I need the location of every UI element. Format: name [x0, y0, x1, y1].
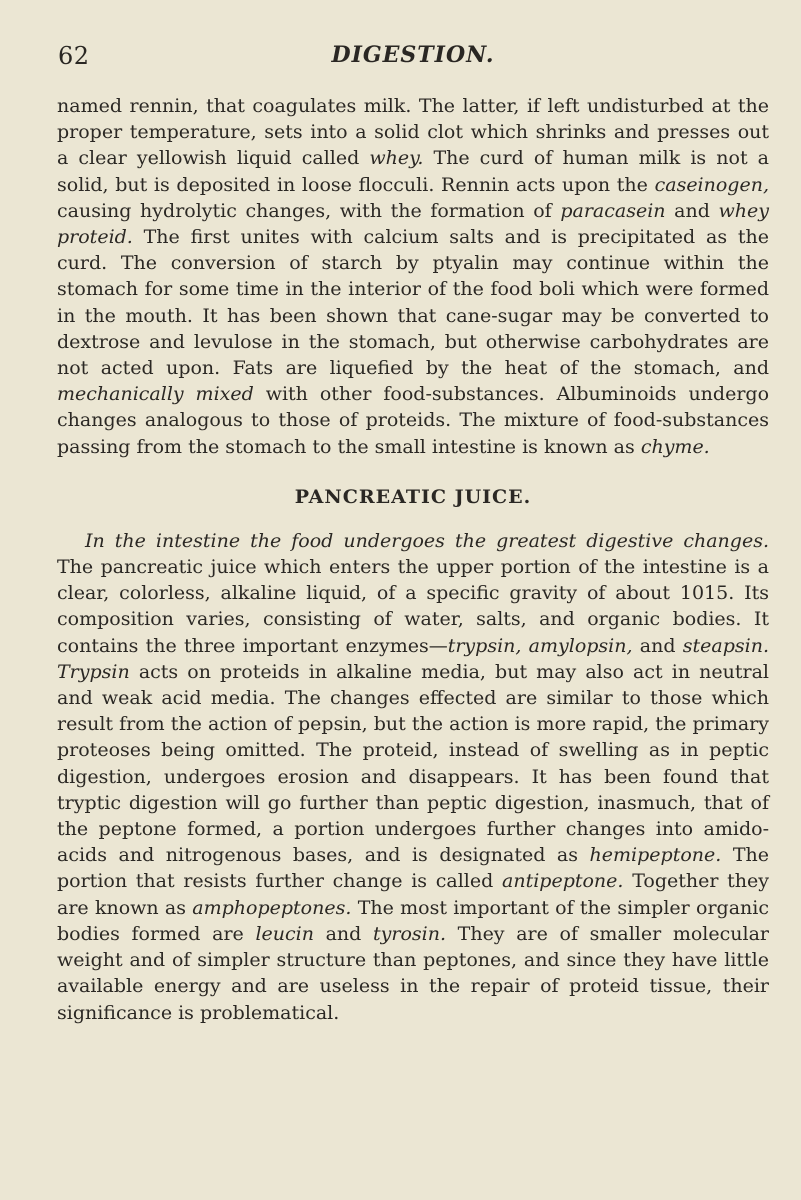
text-run: and [632, 634, 683, 657]
italic-term: caseinogen, [654, 173, 769, 196]
italic-term: whey proteid. [57, 199, 769, 249]
running-head: DIGESTION. [331, 42, 495, 68]
italic-term: trypsin, amylopsin, [447, 634, 633, 657]
text-run: The curd of human milk is not a solid, but is deposited in loose flocculi. Rennin acts upon the [57, 147, 769, 196]
text-run: The pancreatic juice which enters the upper portion of the intestine is a clear, colorless, alkaline liquid, of a specific gravity of about 1015. Its composition varies, consisting of water, salts, and organic bodies. It contains the three important enzymes— [57, 556, 769, 657]
text-run: Together they are known as [57, 870, 770, 919]
text-run: They are of smaller molecular weight and of simpler structure than peptones, and since they have little available energy and are useless in the repair of proteid tissue, their significance is problematical. [57, 922, 769, 1024]
italic-term: antipeptone. [502, 870, 624, 893]
italic-term: tyrosin. [373, 922, 446, 945]
italic-term: steapsin. [682, 634, 769, 657]
text-run: The first unites with calcium salts and is precipitated as the curd. The conversion of starch by ptyalin may continue within the stomach for some time in the interior of the food boli which were formed in the mouth. It has been shown that cane-sugar may be converted to dextrose and levulose in the stomach, but otherwise carbohydrates are not acted upon. Fats are liquefied by the heat of the stomach, and [57, 226, 769, 380]
text-run: causing hydrolytic changes, with the formation of [57, 199, 561, 222]
italic-term: In the intestine the food undergoes the greatest digestive changes. [85, 529, 769, 552]
page-body [57, 93, 769, 1026]
text-run: named rennin, that coagulates milk. The latter, if left undisturbed at the proper temperature, sets into a solid clot which shrinks and presses out a clear yellowish liquid called [57, 95, 769, 170]
section-heading: PANCREATIC JUICE. [294, 485, 532, 508]
text-run: and [665, 199, 719, 222]
italic-term: Trypsin [57, 660, 130, 683]
italic-term: amphopeptones. [192, 896, 352, 919]
italic-term: chyme. [640, 435, 710, 458]
italic-term: leucin [255, 922, 314, 945]
italic-term: paracasein [560, 199, 666, 222]
page-header [58, 42, 768, 76]
text-run: The most important of the simpler organic bodies formed are [57, 896, 769, 945]
paragraph-rennin [57, 93, 769, 460]
paragraph-pancreatic-juice [57, 528, 769, 1026]
italic-term: whey. [369, 147, 424, 170]
text-run: with other food-substances. Albuminoids undergo changes analogous to those of proteids. The mixture of food-substances passing from the stomach to the small intestine is known as [57, 383, 770, 458]
italic-term: hemipeptone. [589, 844, 722, 867]
text-run: acts on proteids in alkaline media, but may also act in neutral and weak acid media. The changes effected are similar to those which result from the action of pepsin, but the action is more rapid, the primary proteoses being omitted. The proteid, instead of swelling as in peptic digestion, undergoes erosion and disappears. It has been found that tryptic digestion will go further than peptic digestion, inasmuch, that of the peptone formed, a portion undergoes further changes into amido-acids and nitrogenous bases, and is designated as [57, 660, 769, 867]
italic-term: mechanically mixed [57, 383, 254, 406]
page-number: 62 [58, 42, 90, 70]
text-run: The portion that resists further change is called [57, 844, 770, 893]
text-run: and [313, 922, 373, 945]
